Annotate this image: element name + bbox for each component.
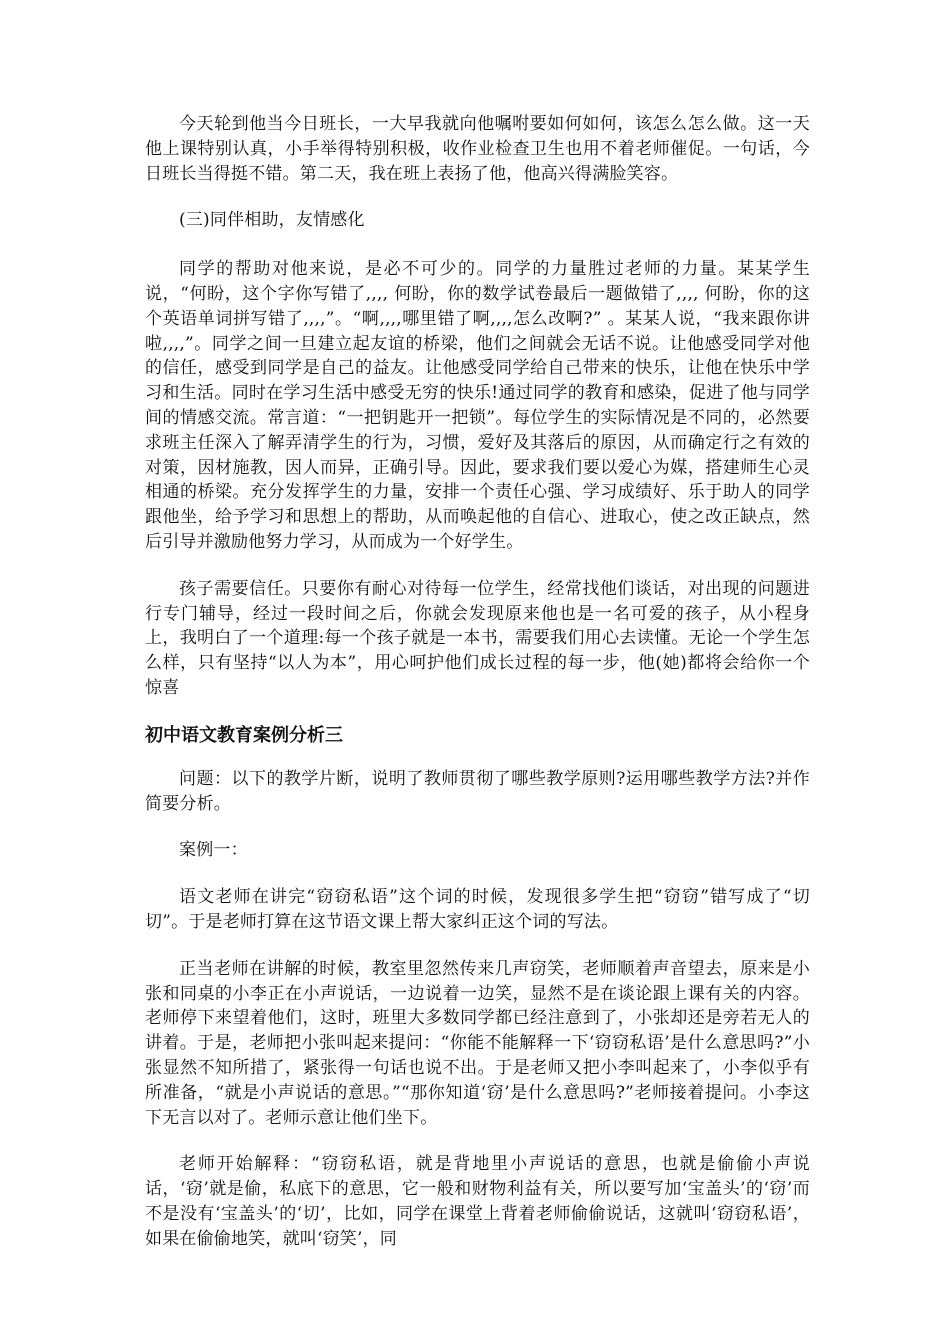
paragraph-case-story: 正当老师在讲解的时候，教室里忽然传来几声窃笑，老师顺着声音望去，原来是小张和同桌的小李正在小声说话，一边说着一边笑，显然不是在谈论跟上课有关的内容。老师停下来望着他们，这时，班里大多数同学都已经注意到了，小张却还是旁若无人的讲着。于是，老师把小张叫起来提问：“你能不能解释一下‘窃窃私语’是什么意思吗?”小张显然不知所措了，紧张得一句话也说不出。于是老师又把小李叫起来了，小李似乎有所准备，“就是小声说话的意思。”“那你知道‘窃’是什么意思吗?”老师接着提问。小李这下无言以对了。老师示意让他们坐下。 <box>145 958 810 1128</box>
paragraph-peer-help: 同学的帮助对他来说，是必不可少的。同学的力量胜过老师的力量。某某学生说，“何盼，这个字你写错了,,,, 何盼，你的数学试卷最后一题做错了,,,, 何盼，你的这个英语单词拼写错了,,,,”。“啊,,,,哪里错了啊,,,,怎么改啊?” 。某某人说，“我来跟你讲啦,,,,”。同学之间一旦建立起友谊的桥梁，他们之间就会无话不说。让他感受同学对他的信任，感受到同学是自己的益友。让他感受同学给自己带来的快乐，让他在快乐中学习和生活。同时在学习生活中感受无穷的快乐!通过同学的教育和感染，促进了他与同学间的情感交流。常言道：“一把钥匙开一把锁”。每位学生的实际情况是不同的，必然要求班主任深入了解弄清学生的行为，习惯，爱好及其落后的原因，从而确定行之有效的对策，因材施教，因人而异，正确引导。因此，要求我们要以爱心为媒，搭建师生心灵相通的桥梁。充分发挥学生的力量，安排一个责任心强、学习成绩好、乐于助人的同学跟他坐，给予学习和思想上的帮助，从而唤起他的自信心、进取心，使之改正缺点，然后引导并激励他努力学习，从而成为一个好学生。 <box>145 259 810 552</box>
paragraph-trust: 孩子需要信任。只要你有耐心对待每一位学生，经常找他们谈话，对出现的问题进行专门辅导，经过一段时间之后，你就会发现原来他也是一名可爱的孩子，从小程身上，我明白了一个道理:每一个孩子就是一本书，需要我们用心去读懂。无论一个学生怎么样，只有坚持“以人为本”，用心呵护他们成长过程的每一步，他(她)都将会给你一个惊喜 <box>145 578 810 698</box>
paragraph-case-intro: 语文老师在讲完“窃窃私语”这个词的时候，发现很多学生把“窃窃”错写成了“切切”。于是老师打算在这节语文课上帮大家纠正这个词的写法。 <box>145 887 810 932</box>
paragraph-case-explanation: 老师开始解释：“窃窃私语，就是背地里小声说话的意思，也就是偷偷小声说话，‘窃’就是偷，私底下的意思，它一般和财物利益有关，所以要写加‘宝盖头’的‘窃’而不是没有‘宝盖头’的‘切’，比如，同学在课堂上背着老师偷偷说话，这就叫‘窃窃私语’，如果在偷偷地笑，就叫‘窃笑’，同 <box>145 1154 810 1249</box>
section-subheading: (三)同伴相助，友情感化 <box>179 210 365 231</box>
paragraph-question: 问题：以下的教学片断，说明了教师贯彻了哪些教学原则?运用哪些教学方法?并作简要分析。 <box>145 768 810 814</box>
paragraph-case-label: 案例一： <box>179 840 248 861</box>
case-analysis-heading: 初中语文教育案例分析三 <box>145 724 343 746</box>
paragraph-class-monitor: 今天轮到他当今日班长，一大早我就向他嘱咐要如何如何，该怎么怎么做。这一天他上课特别认真，小手举得特别积极，收作业检查卫生也用不着老师催促。一句话，今日班长当得挺不错。第二天，我在班上表扬了他，他高兴得满脸笑容。 <box>145 114 810 184</box>
document-page <box>145 112 810 1273</box>
